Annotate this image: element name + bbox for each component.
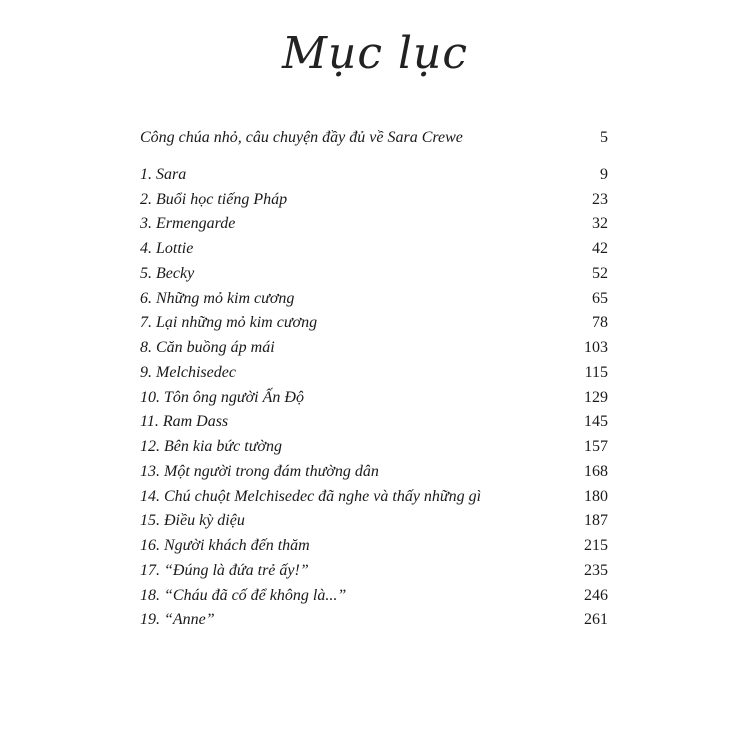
toc-row <box>140 509 608 534</box>
toc-entry-label: 4. Lottie <box>140 240 194 257</box>
toc-entry-label: 6. Những mỏ kim cương <box>140 289 295 307</box>
toc-row <box>140 262 608 287</box>
toc-entry-page: 23 <box>592 190 608 208</box>
toc-row <box>140 485 608 510</box>
toc-row <box>140 163 608 188</box>
table-of-contents <box>140 126 608 633</box>
toc-entry-label: 19. “Anne” <box>140 611 215 629</box>
toc-row <box>140 608 608 633</box>
toc-entry-label: 1. Sara <box>140 165 187 183</box>
toc-row <box>140 212 608 237</box>
toc-intro-row <box>140 126 608 151</box>
toc-entry-label: 10. Tôn ông người Ấn Độ <box>140 388 304 406</box>
toc-entry-label: 8. Căn buồng áp mái <box>140 339 275 356</box>
toc-row <box>140 336 608 361</box>
toc-entry-page: 168 <box>584 462 608 480</box>
toc-row <box>140 534 608 559</box>
toc-entry-page: 246 <box>584 586 608 604</box>
toc-entry-label: 5. Becky <box>140 264 195 282</box>
toc-entry-page: 235 <box>584 561 608 579</box>
toc-row <box>140 559 608 584</box>
toc-entry-label: 13. Một người trong đám thường dân <box>140 462 379 480</box>
toc-row <box>140 410 608 435</box>
toc-entry-page: 32 <box>592 215 608 233</box>
toc-entry-label: 16. Người khách đến thăm <box>140 537 310 554</box>
toc-entry-label: 7. Lại những mỏ kim cương <box>140 314 318 332</box>
page-title: Mục lục <box>281 28 469 79</box>
toc-entry-page: 145 <box>584 413 608 431</box>
toc-row <box>140 460 608 485</box>
toc-entry-page: 129 <box>584 388 608 406</box>
toc-entry-label: 14. Chú chuột Melchisedec đã nghe và thấy những gì <box>140 487 482 505</box>
toc-entry-page: 5 <box>600 129 608 146</box>
toc-entry-page: 9 <box>600 165 608 183</box>
toc-entry-label: 17. “Đúng là đứa trẻ ấy!” <box>140 561 309 579</box>
toc-row <box>140 386 608 411</box>
toc-entry-label: 2. Buổi học tiếng Pháp <box>140 190 288 208</box>
toc-entry-page: 42 <box>592 240 608 257</box>
toc-row <box>140 237 608 262</box>
toc-entry-label: 12. Bên kia bức tường <box>140 438 282 455</box>
toc-entry-label: 9. Melchisedec <box>140 363 236 381</box>
toc-entry-page: 180 <box>584 487 608 505</box>
toc-entry-page: 157 <box>584 438 608 455</box>
toc-row <box>140 311 608 336</box>
toc-entry-page: 215 <box>584 537 608 554</box>
toc-entry-label: 18. “Cháu đã cố để không là...” <box>140 586 347 604</box>
toc-entry-page: 52 <box>592 264 608 282</box>
toc-entry-page: 78 <box>592 314 608 332</box>
toc-entry-label: 3. Ermengarde <box>140 215 236 233</box>
toc-row <box>140 584 608 609</box>
toc-entry-page: 103 <box>584 339 608 356</box>
toc-entry-page: 65 <box>592 289 608 307</box>
toc-row <box>140 188 608 213</box>
toc-entry-label: 11. Ram Dass <box>140 413 229 431</box>
toc-entry-page: 187 <box>584 512 608 530</box>
toc-entry-page: 115 <box>584 363 608 381</box>
toc-row <box>140 287 608 312</box>
toc-entry-label: 15. Điều kỳ diệu <box>140 512 245 530</box>
toc-row <box>140 435 608 460</box>
toc-entry-label: Công chúa nhỏ, câu chuyện đầy đủ về Sara Crewe <box>140 129 463 146</box>
toc-row <box>140 361 608 386</box>
toc-entry-page: 261 <box>584 611 608 629</box>
